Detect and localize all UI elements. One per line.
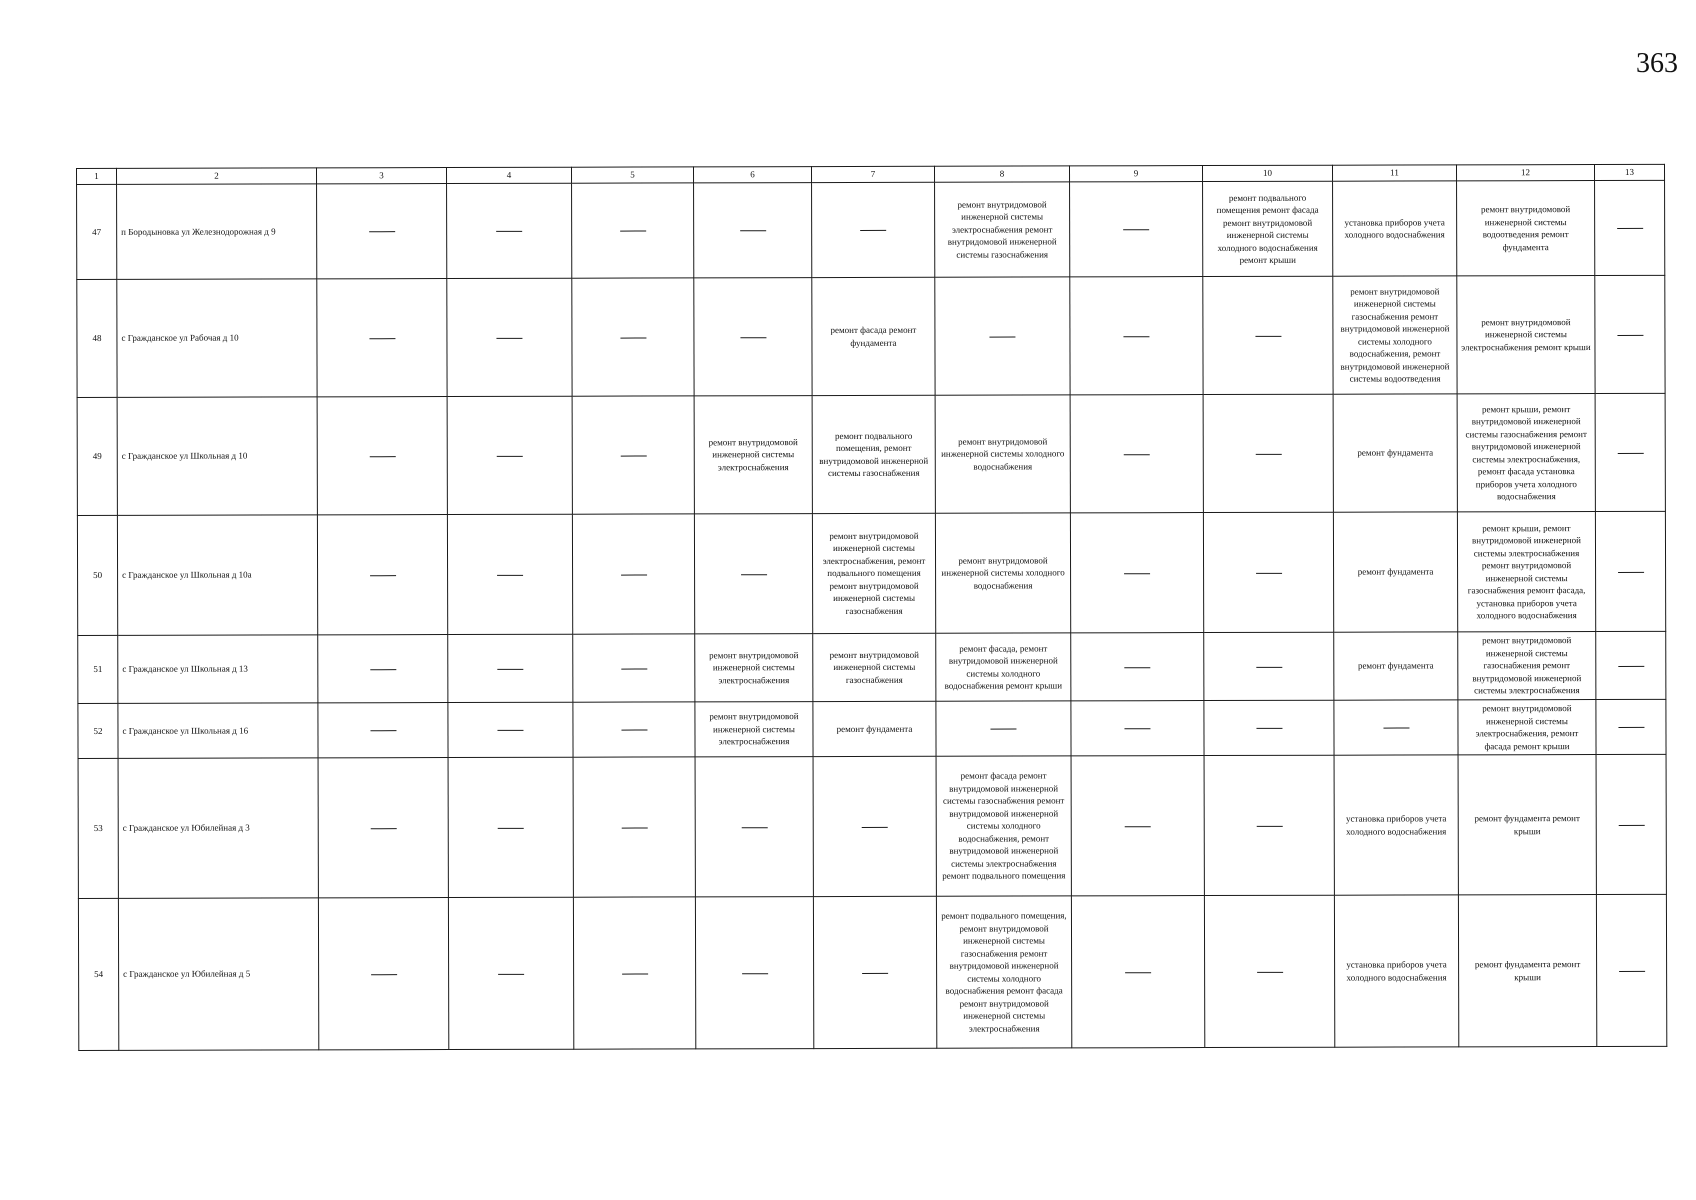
empty-cell <box>813 896 936 1048</box>
work-cell: ремонт фасада, ремонт внутридомовой инженерной системы холодного водоснабжения ремонт крыши <box>936 633 1071 701</box>
dash-mark <box>622 973 648 974</box>
dash-mark <box>370 730 396 731</box>
dash-mark <box>496 338 522 339</box>
work-cell: установка приборов учета холодного водоснабжения <box>1334 895 1458 1047</box>
empty-cell <box>1071 896 1204 1048</box>
work-cell: ремонт фасада ремонт внутридомовой инженерной системы газоснабжения ремонт внутридомовой инженерной системы холодного водоснабжения, ремонт внутридомовой инженерной системы электроснабжения ремонт подвального помещения <box>936 756 1071 896</box>
dash-mark <box>1123 229 1149 230</box>
work-cell: ремонт внутридомовой инженерной системы электроснабжения, ремонт фасада ремонт крыши <box>1458 700 1596 755</box>
row-number: 52 <box>78 703 118 758</box>
empty-cell <box>695 757 813 897</box>
dash-mark <box>860 230 886 231</box>
empty-cell <box>317 515 447 635</box>
work-cell: ремонт внутридомовой инженерной системы газоснабжения ремонт внутридомовой инженерной системы электроснабжения <box>1458 632 1596 700</box>
empty-cell <box>1204 632 1334 700</box>
empty-cell <box>1070 182 1203 277</box>
empty-cell <box>573 897 695 1049</box>
work-cell: ремонт внутридомовой инженерной системы газоснабжения ремонт внутридомовой инженерной системы холодного водоснабжения, ремонт внутридомовой инженерной системы водоотведения <box>1333 276 1457 394</box>
empty-cell <box>1070 513 1203 633</box>
dash-mark <box>1255 336 1281 337</box>
dash-mark <box>496 231 522 232</box>
empty-cell <box>1595 180 1665 275</box>
work-cell: ремонт внутридомовой инженерной системы холодного водоснабжения <box>935 513 1070 633</box>
empty-cell <box>1070 395 1203 513</box>
empty-cell <box>1203 512 1333 632</box>
work-cell: ремонт подвального помещения, ремонт внутридомовой инженерной системы газоснабжения <box>812 395 935 513</box>
empty-cell <box>1334 700 1458 755</box>
address-cell: с Гражданское ул Школьная д 16 <box>118 703 318 759</box>
work-cell: ремонт крыши, ремонт внутридомовой инженерной системы электроснабжения ремонт внутридомовой инженерной системы газоснабжения ремонт фасада, установка приборов учета холодного водоснабжения <box>1457 512 1595 632</box>
dash-mark <box>740 337 766 338</box>
work-cell: ремонт подвального помещения ремонт фасада ремонт внутридомовой инженерной системы холодного водоснабжения ремонт крыши <box>1203 181 1333 276</box>
work-cell: ремонт фундамента <box>1334 632 1458 700</box>
dash-mark <box>742 973 768 974</box>
empty-cell <box>936 701 1071 756</box>
column-header-13: 13 <box>1594 164 1664 180</box>
empty-cell <box>1204 700 1334 755</box>
dash-mark <box>740 230 766 231</box>
work-cell: ремонт фасада ремонт фундамента <box>812 277 935 395</box>
work-cell: ремонт фундамента <box>813 701 936 756</box>
work-cell: ремонт крыши, ремонт внутридомовой инженерной системы газоснабжения ремонт внутридомовой инженерной системы электроснабжения, ремонт фасада установка приборов учета холодного водоснабжения <box>1457 394 1595 512</box>
dash-mark <box>371 974 397 975</box>
empty-cell <box>1071 756 1204 896</box>
empty-cell <box>448 702 573 757</box>
dash-mark <box>620 231 646 232</box>
column-header-7: 7 <box>811 166 934 182</box>
work-cell: ремонт внутридомовой инженерной системы электроснабжения ремонт внутридомовой инженерной системы газоснабжения <box>935 182 1070 277</box>
work-cell: установка приборов учета холодного водоснабжения <box>1333 181 1457 276</box>
address-cell: с Гражданское ул Юбилейная д 5 <box>118 898 318 1051</box>
row-number: 50 <box>77 515 117 635</box>
empty-cell <box>448 634 573 702</box>
dash-mark <box>497 575 523 576</box>
dash-mark <box>498 828 524 829</box>
address-cell: с Гражданское ул Школьная д 10а <box>117 515 317 636</box>
dash-mark <box>1124 728 1150 729</box>
empty-cell <box>572 514 694 634</box>
address-cell: с Гражданское ул Рабочая д 10 <box>117 279 317 398</box>
dash-mark <box>1619 971 1645 972</box>
empty-cell <box>318 898 448 1050</box>
empty-cell <box>1203 394 1333 512</box>
table-row <box>77 393 1665 515</box>
row-number: 47 <box>77 184 117 279</box>
empty-cell <box>447 514 572 634</box>
empty-cell <box>448 757 573 897</box>
dash-mark <box>1256 826 1282 827</box>
page-number: 363 <box>1636 48 1678 79</box>
dash-mark <box>369 338 395 339</box>
address-cell: п Бородыновка ул Железнодорожная д 9 <box>117 184 317 280</box>
dash-mark <box>1256 573 1282 574</box>
dash-mark <box>1124 573 1150 574</box>
dash-mark <box>862 827 888 828</box>
column-header-3: 3 <box>317 168 447 184</box>
dash-mark <box>497 456 523 457</box>
empty-cell <box>447 396 572 514</box>
empty-cell <box>573 634 695 702</box>
column-header-8: 8 <box>934 166 1069 182</box>
dash-mark <box>1617 335 1643 336</box>
dash-mark <box>1124 667 1150 668</box>
dash-mark <box>369 231 395 232</box>
dash-mark <box>620 337 646 338</box>
column-header-10: 10 <box>1202 165 1332 181</box>
table-row <box>78 754 1666 898</box>
empty-cell <box>1070 277 1203 395</box>
dash-mark <box>497 669 523 670</box>
row-number: 54 <box>78 898 118 1050</box>
dash-mark <box>1125 972 1151 973</box>
table-row <box>78 631 1666 703</box>
empty-cell <box>1596 754 1666 894</box>
column-header-11: 11 <box>1332 165 1456 181</box>
table-row <box>77 275 1665 397</box>
dash-mark <box>1255 454 1281 455</box>
dash-mark <box>497 730 523 731</box>
work-cell: ремонт внутридомовой инженерной системы водоотведения ремонт фундамента <box>1457 181 1595 276</box>
dash-mark <box>370 828 396 829</box>
empty-cell <box>317 279 447 397</box>
dash-mark <box>1617 453 1643 454</box>
empty-cell <box>694 278 812 396</box>
address-cell: с Гражданское ул Школьная д 10 <box>117 397 317 516</box>
empty-cell <box>694 514 812 634</box>
dash-mark <box>990 729 1016 730</box>
dash-mark <box>498 974 524 975</box>
table-row <box>77 180 1665 279</box>
empty-cell <box>1071 701 1204 756</box>
empty-cell <box>935 277 1070 395</box>
address-cell: с Гражданское ул Юбилейная д 3 <box>118 758 318 899</box>
work-cell: ремонт внутридомовой инженерной системы газоснабжения <box>813 633 936 701</box>
work-cell: ремонт внутридомовой инженерной системы электроснабжения <box>695 634 813 702</box>
column-header-12: 12 <box>1456 165 1594 181</box>
empty-cell <box>1596 699 1666 754</box>
dash-mark <box>741 574 767 575</box>
table-row <box>77 511 1665 635</box>
work-cell: ремонт внутридомовой инженерной системы электроснабжения, ремонт подвального помещения ремонт внутридомовой инженерной системы газоснабжения <box>812 513 935 633</box>
empty-cell <box>813 756 936 896</box>
work-cell: ремонт фундамента ремонт крыши <box>1458 895 1596 1047</box>
table-row <box>78 699 1666 758</box>
dash-mark <box>1618 572 1644 573</box>
empty-cell <box>573 702 695 757</box>
dash-mark <box>370 575 396 576</box>
empty-cell <box>694 183 812 278</box>
dash-mark <box>1618 666 1644 667</box>
table-row <box>78 894 1666 1050</box>
row-number: 51 <box>78 635 118 703</box>
dash-mark <box>1125 826 1151 827</box>
dash-mark <box>369 456 395 457</box>
work-cell: ремонт фундамента <box>1333 512 1457 632</box>
empty-cell <box>448 897 573 1049</box>
dash-mark <box>621 668 647 669</box>
empty-cell <box>318 703 448 758</box>
dash-mark <box>1618 727 1644 728</box>
empty-cell <box>572 278 694 396</box>
empty-cell <box>695 897 813 1049</box>
empty-cell <box>1203 276 1333 394</box>
column-header-5: 5 <box>571 167 693 183</box>
dash-mark <box>1617 228 1643 229</box>
work-cell: ремонт внутридомовой инженерной системы холодного водоснабжения <box>935 395 1070 513</box>
empty-cell <box>317 397 447 515</box>
column-header-6: 6 <box>693 167 811 183</box>
empty-cell <box>447 183 572 278</box>
row-number: 48 <box>77 279 117 397</box>
dash-mark <box>370 669 396 670</box>
dash-mark <box>1256 728 1282 729</box>
dash-mark <box>621 827 647 828</box>
dash-mark <box>989 336 1015 337</box>
work-cell: установка приборов учета холодного водоснабжения <box>1334 755 1458 895</box>
column-header-1: 1 <box>77 168 117 184</box>
empty-cell <box>317 184 447 279</box>
dash-mark <box>741 827 767 828</box>
empty-cell <box>573 757 695 897</box>
empty-cell <box>572 183 694 278</box>
work-cell: ремонт внутридомовой инженерной системы электроснабжения <box>694 396 812 514</box>
dash-mark <box>1256 667 1282 668</box>
address-cell: с Гражданское ул Школьная д 13 <box>118 635 318 704</box>
empty-cell <box>1595 275 1665 393</box>
dash-mark <box>1124 454 1150 455</box>
empty-cell <box>318 635 448 703</box>
empty-cell <box>1595 511 1665 631</box>
empty-cell <box>1071 633 1204 701</box>
work-cell: ремонт фундамента <box>1333 394 1457 512</box>
empty-cell <box>318 758 448 898</box>
work-cell: ремонт фундамента ремонт крыши <box>1458 755 1596 895</box>
work-cell: ремонт подвального помещения, ремонт внутридомовой инженерной системы газоснабжения ремонт внутридомовой инженерной системы холодного водоснабжения ремонт фасада ремонт внутридомовой инженерной системы электроснабжения <box>936 896 1071 1048</box>
repair-schedule-table <box>76 164 1667 1051</box>
row-number: 49 <box>77 397 117 515</box>
empty-cell <box>1596 894 1666 1046</box>
empty-cell <box>1204 755 1334 895</box>
empty-cell <box>572 396 694 514</box>
column-header-9: 9 <box>1069 166 1202 182</box>
work-cell: ремонт внутридомовой инженерной системы электроснабжения ремонт крыши <box>1457 276 1595 394</box>
empty-cell <box>812 182 935 277</box>
empty-cell <box>1204 895 1334 1047</box>
dash-mark <box>620 455 646 456</box>
empty-cell <box>1596 631 1666 699</box>
dash-mark <box>862 973 888 974</box>
work-cell: ремонт внутридомовой инженерной системы электроснабжения <box>695 702 813 757</box>
dash-mark <box>1123 336 1149 337</box>
dash-mark <box>1383 728 1409 729</box>
empty-cell <box>1595 393 1665 511</box>
dash-mark <box>621 730 647 731</box>
dash-mark <box>1618 825 1644 826</box>
column-header-4: 4 <box>447 167 572 183</box>
empty-cell <box>447 278 572 396</box>
column-header-2: 2 <box>117 168 317 185</box>
dash-mark <box>621 574 647 575</box>
row-number: 53 <box>78 758 118 898</box>
dash-mark <box>1257 972 1283 973</box>
